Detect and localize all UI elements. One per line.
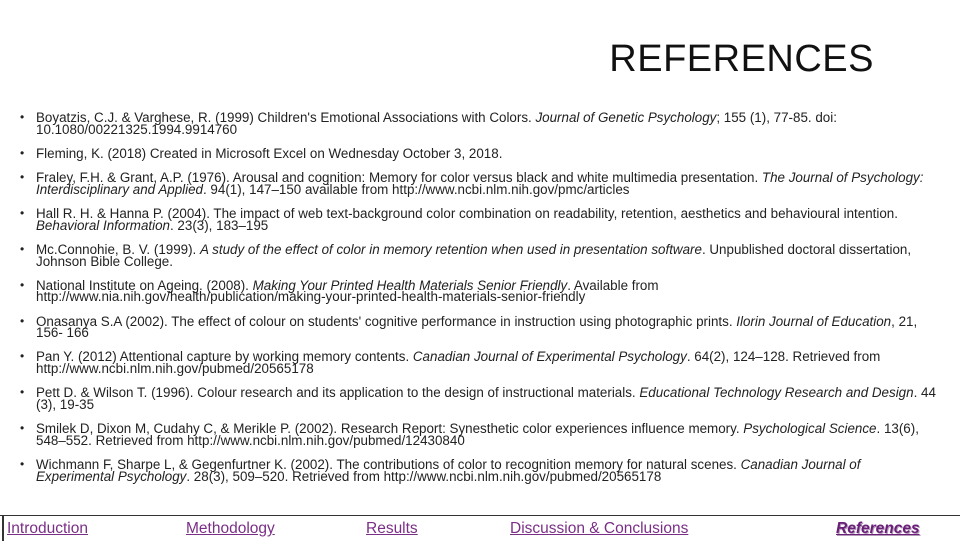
nav-link-references[interactable]: References (836, 520, 920, 537)
slide-title: REFERENCES (609, 38, 874, 80)
reference-text: Wichmann F, Sharpe L, & Gegenfurtner K. (2002). The contributions of color to recognition memory for natural scenes. (36, 457, 741, 473)
reference-details: . 44 (3), 19-35 (36, 385, 936, 413)
reference-list (20, 112, 942, 495)
reference-text: National Institute on Ageing. (2008). (36, 277, 253, 293)
reference-text: Pett D. & Wilson T. (1996). Colour research and its application to the design of instructional materials. (36, 385, 640, 401)
reference-text: Onasanya S.A (2002). The effect of colour on students' cognitive performance in instruction using photographic prints. (36, 313, 737, 329)
reference-item (20, 169, 942, 197)
nav-link-methodology[interactable]: Methodology (186, 520, 275, 537)
reference-details: . 64(2), 124–128. Retrieved from http://www.ncbi.nlm.nih.gov/pubmed/20565178 (36, 349, 881, 377)
reference-source: Ilorin Journal of Education (736, 313, 892, 329)
reference-source: Making Your Printed Health Materials Senior Friendly (252, 277, 568, 293)
reference-text: Fraley, F.H. & Grant, A.P. (1976). Arousal and cognition: Memory for color versus black and white multimedia presentation. (36, 169, 762, 185)
reference-text: Smilek D, Dixon M, Cudahy C, & Merikle P. (2002). Research Report: Synesthetic color experiences influence memory. (36, 421, 744, 437)
reference-item (20, 205, 942, 233)
reference-details: ; 155 (1), 77-85. doi: 10.1080/00221325.1994.9914760 (36, 110, 837, 137)
reference-details: . 28(3), 509–520. Retrieved from http://www.ncbi.nlm.nih.gov/pubmed/20565178 (186, 468, 662, 484)
reference-item (20, 112, 942, 136)
reference-text: Mc.Connohie, B. V. (1999). (36, 241, 201, 257)
reference-source: Journal of Genetic Psychology (535, 110, 717, 125)
reference-item (20, 277, 942, 305)
nav-link-discussion-conclusions[interactable]: Discussion & Conclusions (510, 520, 689, 537)
reference-item (20, 313, 942, 341)
reference-item (20, 145, 942, 161)
nav-link-introduction[interactable]: Introduction (7, 520, 88, 537)
reference-text: Pan Y. (2012) Attentional capture by working memory contents. (36, 349, 413, 365)
reference-item (20, 423, 942, 447)
reference-details: , 21, 156- 166 (36, 313, 918, 341)
reference-details: . 13(6), 548–552. Retrieved from http://www.ncbi.nlm.nih.gov/pubmed/12430840 (36, 421, 919, 449)
reference-item (20, 351, 942, 375)
reference-text: Boyatzis, C.J. & Varghese, R. (1999) Children's Emotional Associations with Colors. (36, 110, 536, 125)
reference-details: . 23(3), 183–195 (169, 217, 269, 233)
nav-link-results[interactable]: Results (366, 520, 418, 537)
reference-source: Canadian Journal of Experimental Psychology (412, 349, 687, 365)
reference-text: Hall R. H. & Hanna P. (2004). The impact of web text-background color combination on readability, retention, aesthetics and behavioural intention. (36, 205, 898, 221)
reference-source: Canadian Journal of Experimental Psychology (36, 457, 861, 484)
reference-source: Psychological Science (743, 421, 877, 437)
bottom-navigation-bar (0, 515, 960, 541)
nav-divider (2, 516, 4, 541)
reference-details: . 94(1), 147–150 available from http://www.ncbi.nlm.nih.gov/pmc/articles (202, 181, 630, 197)
reference-item (20, 459, 942, 483)
reference-item (20, 241, 942, 269)
reference-item (20, 387, 942, 411)
reference-source: A study of the effect of color in memory retention when used in presentation software (200, 241, 702, 257)
reference-details: . Unpublished doctoral dissertation, Johnson Bible College. (36, 241, 912, 269)
reference-source: Behavioral Information (36, 217, 170, 233)
reference-details: . Available from http://www.nia.nih.gov/health/publication/making-your-printed-health-materials-senior-friendly (36, 277, 659, 305)
reference-text: Fleming, K. (2018) Created in Microsoft Excel on Wednesday October 3, 2018. (36, 145, 503, 161)
reference-source: The Journal of Psychology: Interdisciplinary and Applied (36, 169, 924, 197)
reference-source: Educational Technology Research and Design (639, 385, 914, 401)
